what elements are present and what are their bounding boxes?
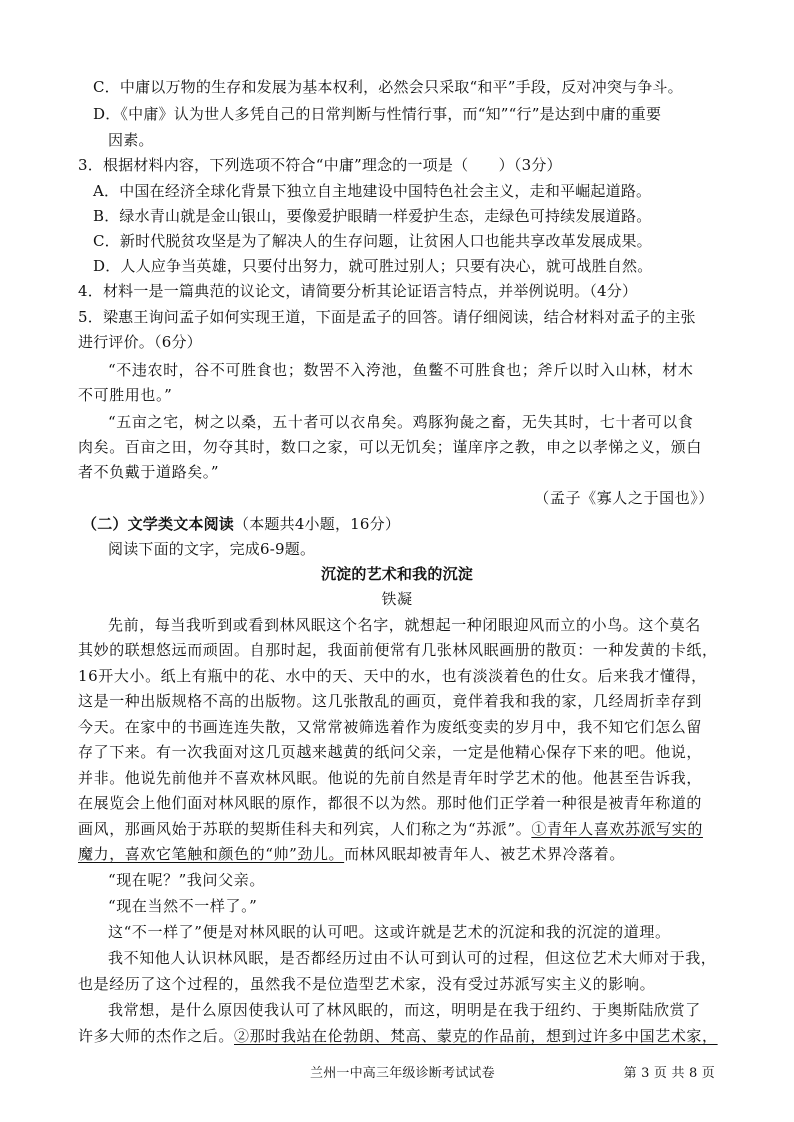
- q3-option-c: C．新时代脱贫攻坚是为了解决人的生存问题，让贫困人口也能共享改革发展成果。: [93, 232, 652, 250]
- quote-source: （孟子《寡人之于国也》）: [534, 489, 714, 507]
- article-line-8: 在展览会上他们面对林风眠的原作，都很不以为然。那时他们正学着一种很是被青年称道的: [78, 794, 703, 812]
- underlined-sentence-2: ②那时我站在伦勃朗、梵高、蒙克的作品前，想到过许多中国艺术家，: [234, 1027, 718, 1045]
- article-line-3: 16开大小。纸上有瓶中的花、水中的天、天中的水，也有淡淡着色的仕女。后来我才懂得，: [78, 667, 707, 685]
- article-line-1: 先前，每当我听到或看到林风眠这个名字，就想起一种闭眼迎风而立的小鸟。这个莫名: [108, 616, 701, 634]
- article-author: 铁凝: [381, 590, 413, 608]
- article-line-9: [78, 818, 703, 840]
- q2-option-d-line2: 因素。: [108, 131, 154, 149]
- article-line-5: 今天。在家中的书画连连失散，又常常被筛选着作为废纸变卖的岁月中，我不知它们怎么留: [78, 718, 703, 736]
- article-p4-line2: 也是经历了这个过程的，虽然我不是位造型艺术家，没有受过苏派写实主义的影响。: [78, 975, 656, 993]
- section-heading: [82, 513, 400, 535]
- article-p3: 这“不一样了”便是对林风眠的认可吧。这或许就是艺术的沉淀和我的沉淀的道理。: [108, 923, 671, 941]
- quote-p2-line3: 者不负戴于道路矣。”: [78, 463, 220, 481]
- article-p4-line1: 我不知他人认识林风眠，是否都经历过由不认可到认可的过程，但这位艺术大师对于我，: [108, 949, 717, 967]
- article-p5-line1: 我常想，是什么原因使我认可了林风眠的，而这，明明是在我于纽约、于奥斯陆欣赏了: [108, 1001, 701, 1019]
- q5-stem-line2: 进行评价。（6分）: [78, 333, 202, 351]
- q4-stem: 4．材料一是一篇典范的议论文，请简要分析其论证语言特点，并举例说明。（4分）: [78, 282, 638, 300]
- section-instruction: 阅读下面的文字，完成6-9题。: [108, 540, 316, 558]
- article-line-7: 并非。他说先前他并不喜欢林风眠。他说的先前自然是青年时学艺术的他。他甚至告诉我，: [78, 769, 703, 787]
- article-line-10-text: 而林风眠却被青年人、被艺术界冷落着。: [344, 845, 625, 863]
- q5-stem-line1: 5．梁惠王询问孟子如何实现王道，下面是孟子的回答。请仔细阅读，结合材料对孟子的主张: [78, 308, 696, 326]
- underlined-sentence-1: ①青年人喜欢苏派写实的: [531, 820, 703, 838]
- article-line-10: [78, 843, 625, 865]
- section-heading-title: （二）文学类文本阅读: [82, 515, 235, 533]
- q2-option-d-line1: D．《中庸》认为世人多凭自己的日常判断与性情行事，而“知”“行”是达到中庸的重要: [93, 105, 662, 123]
- footer-page-number: 第 3 页 共 8 页: [623, 1066, 715, 1081]
- article-p5-line2: [78, 1025, 718, 1047]
- q3-option-a: A．中国在经济全球化背景下独立自主地建设中国特色社会主义，走和平崛起道路。: [93, 182, 652, 200]
- quote-p1-line1: “不违农时，谷不可胜食也；数罟不入洿池，鱼鳖不可胜食也；斧斤以时入山林，材木: [108, 361, 694, 379]
- underlined-sentence-1-cont: 魔力，喜欢它笔触和颜色的“帅”劲儿。: [78, 845, 345, 863]
- article-title: 沉淀的艺术和我的沉淀: [320, 565, 473, 583]
- quote-p2-line1: “五亩之宅，树之以桑，五十者可以衣帛矣。鸡豚狗彘之畜，无失其时，七十者可以食: [108, 413, 694, 431]
- quote-p1-line2: 不可胜用也。”: [78, 386, 173, 404]
- footer-title: 兰州一中高三年级诊断考试试卷: [310, 1066, 495, 1081]
- article-line-6: 存了下来。有一次我面对这几页越来越黄的纸问父亲，一定是他精心保存下来的吧。他说，: [78, 743, 703, 761]
- quote-p2-line2: 肉矣。百亩之田，勿夺其时，数口之家，可以无饥矣；谨庠序之教，申之以孝悌之义，颁白: [78, 438, 703, 456]
- q3-stem: 3．根据材料内容，下列选项不符合“中庸”理念的一项是（ ）（3分）: [78, 156, 562, 174]
- dialog-line-1: “现在呢？”我问父亲。: [108, 871, 265, 889]
- q3-option-d: D．人人应争当英雄，只要付出努力，就可胜过别人；只要有决心，就可战胜自然。: [93, 257, 653, 275]
- section-heading-note: （本题共4小题，16分）: [234, 515, 401, 533]
- dialog-line-2: “现在当然不一样了。”: [108, 897, 258, 915]
- q2-option-c: C．中庸以万物的生存和发展为基本权利，必然会只采取“和平”手段，反对冲突与争斗。: [93, 78, 683, 96]
- article-line-2: 其妙的联想悠远而顽固。自那时起，我面前便常有几张林风眠画册的散页：一种发黄的卡纸，: [78, 641, 718, 659]
- article-line-9-text: 画风，那画风始于苏联的契斯佳科夫和列宾，人们称之为“苏派”。: [78, 820, 532, 838]
- article-p5-line2-text: 许多大师的杰作之后。: [78, 1027, 235, 1045]
- q3-option-b: B．绿水青山就是金山银山，要像爱护眼睛一样爱护生态，走绿色可持续发展道路。: [93, 207, 652, 225]
- article-line-4: 这是一种出版规格不高的出版物。这几张散乱的画页，竟伴着我和我的家，几经周折幸存到: [78, 692, 703, 710]
